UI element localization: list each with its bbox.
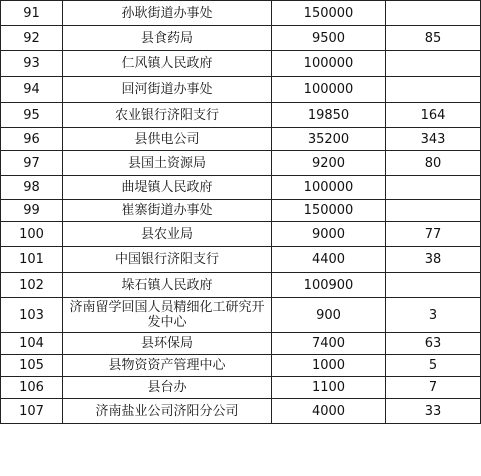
row-number-cell: 99 <box>1 200 63 222</box>
people-count-cell: 343 <box>386 128 481 151</box>
people-count-cell: 63 <box>386 333 481 355</box>
table-row <box>1 77 481 103</box>
people-count-cell: 7 <box>386 377 481 399</box>
people-count-cell: 38 <box>386 247 481 273</box>
unit-name-cell: 中国银行济阳支行 <box>63 247 272 273</box>
unit-name-cell: 农业银行济阳支行 <box>63 103 272 128</box>
table-row <box>1 151 481 176</box>
table-row <box>1 377 481 399</box>
unit-name-cell: 济南留学回国人员精细化工研究开发中心 <box>63 298 272 333</box>
people-count-cell <box>386 51 481 77</box>
table-row <box>1 298 481 333</box>
unit-name-cell: 崔寨街道办事处 <box>63 200 272 222</box>
unit-name-cell: 县环保局 <box>63 333 272 355</box>
row-number-cell: 96 <box>1 128 63 151</box>
donation-table-body <box>1 1 481 424</box>
amount-cell: 19850 <box>272 103 386 128</box>
amount-cell: 4400 <box>272 247 386 273</box>
people-count-cell: 3 <box>386 298 481 333</box>
amount-cell: 900 <box>272 298 386 333</box>
row-number-cell: 107 <box>1 399 63 424</box>
amount-cell: 9500 <box>272 26 386 51</box>
people-count-cell: 77 <box>386 222 481 247</box>
row-number-cell: 100 <box>1 222 63 247</box>
unit-name-cell: 仁风镇人民政府 <box>63 51 272 77</box>
row-number-cell: 98 <box>1 176 63 200</box>
amount-cell: 100000 <box>272 51 386 77</box>
row-number-cell: 94 <box>1 77 63 103</box>
amount-cell: 9000 <box>272 222 386 247</box>
row-number-cell: 102 <box>1 273 63 298</box>
unit-name-cell: 曲堤镇人民政府 <box>63 176 272 200</box>
unit-name-cell: 县物资资产管理中心 <box>63 355 272 377</box>
table-row <box>1 222 481 247</box>
row-number-cell: 91 <box>1 1 63 26</box>
table-row <box>1 273 481 298</box>
amount-cell: 1000 <box>272 355 386 377</box>
table-row <box>1 26 481 51</box>
row-number-cell: 104 <box>1 333 63 355</box>
unit-name-cell: 县食药局 <box>63 26 272 51</box>
table-row <box>1 176 481 200</box>
row-number-cell: 97 <box>1 151 63 176</box>
amount-cell: 35200 <box>272 128 386 151</box>
unit-name-cell: 孙耿街道办事处 <box>63 1 272 26</box>
table-row <box>1 399 481 424</box>
table-row <box>1 333 481 355</box>
people-count-cell: 80 <box>386 151 481 176</box>
people-count-cell: 85 <box>386 26 481 51</box>
row-number-cell: 95 <box>1 103 63 128</box>
unit-name-cell: 县国土资源局 <box>63 151 272 176</box>
unit-name-cell: 济南盐业公司济阳分公司 <box>63 399 272 424</box>
table-row <box>1 200 481 222</box>
people-count-cell <box>386 273 481 298</box>
table-row <box>1 103 481 128</box>
unit-name-cell: 县供电公司 <box>63 128 272 151</box>
people-count-cell <box>386 176 481 200</box>
people-count-cell <box>386 77 481 103</box>
table-row <box>1 128 481 151</box>
table-row <box>1 355 481 377</box>
amount-cell: 100000 <box>272 176 386 200</box>
amount-cell: 100000 <box>272 77 386 103</box>
amount-cell: 150000 <box>272 200 386 222</box>
unit-name-cell: 回河街道办事处 <box>63 77 272 103</box>
unit-name-cell: 县农业局 <box>63 222 272 247</box>
table-row <box>1 51 481 77</box>
people-count-cell: 164 <box>386 103 481 128</box>
people-count-cell: 5 <box>386 355 481 377</box>
people-count-cell: 33 <box>386 399 481 424</box>
amount-cell: 150000 <box>272 1 386 26</box>
amount-cell: 4000 <box>272 399 386 424</box>
people-count-cell <box>386 1 481 26</box>
table-row <box>1 247 481 273</box>
row-number-cell: 92 <box>1 26 63 51</box>
row-number-cell: 106 <box>1 377 63 399</box>
amount-cell: 9200 <box>272 151 386 176</box>
amount-cell: 7400 <box>272 333 386 355</box>
amount-cell: 100900 <box>272 273 386 298</box>
row-number-cell: 103 <box>1 298 63 333</box>
unit-name-cell: 垛石镇人民政府 <box>63 273 272 298</box>
row-number-cell: 101 <box>1 247 63 273</box>
amount-cell: 1100 <box>272 377 386 399</box>
table-row <box>1 1 481 26</box>
unit-name-cell: 县台办 <box>63 377 272 399</box>
row-number-cell: 93 <box>1 51 63 77</box>
people-count-cell <box>386 200 481 222</box>
row-number-cell: 105 <box>1 355 63 377</box>
